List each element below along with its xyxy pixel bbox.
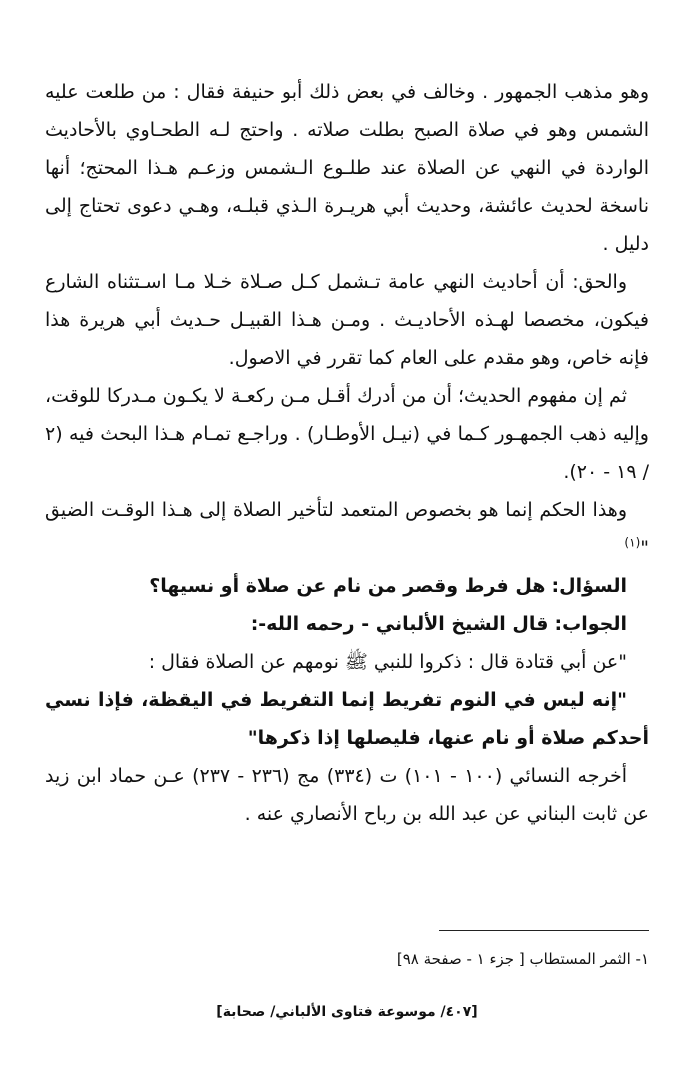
main-text (45, 73, 649, 833)
hukm-text: وهذا الحكم إنما هو بخصوص المتعمد لتأخير الصلاة إلى هـذا الوقـت الضيق " (45, 499, 649, 559)
paragraph-hukm (45, 491, 649, 567)
question-label: السؤال: (551, 575, 627, 597)
footnote: ١- الثمر المستطاب [ جزء ١ - صفحة ٩٨] (396, 950, 649, 968)
question-text: هل فرط وقصر من نام عن صلاة أو نسيها؟ (149, 575, 546, 597)
answer-line (45, 605, 649, 643)
page-footer: [٤٠٧/ موسوعة فتاوى الألباني/ صحابة] (216, 1004, 478, 1020)
answer-label: الجواب: (554, 613, 627, 635)
question-line (45, 567, 649, 605)
paragraph-madhhab: وهو مذهب الجمهور . وخالف في بعض ذلك أبو حنيفة فقال : من طلعت عليه الشمس وهو في صلاة الصبح بطلت صلاته . واحتج لـه الطحـاوي بالأحاديث الواردة في النهي عن الصلاة عند طلـوع الـشمس وزعـم هـذا المحتج؛ أنها ناسخة لحديث عائشة، وحديث أبي هريـرة الـذي قبلـه، وهـي دعوى تحتاج إلى دليل . (45, 81, 649, 255)
paragraph-haqq: والحق: أن أحاديث النهي عامة تـشمل كـل صـلاة خـلا مـا اسـتثناه الشارع فيكون، مخصصا لهـذه الأحاديـث . ومـن هـذا القبيـل حـديث أبي هريرة هذا فإنه خاص، وهو مقدم على العام كما تقرر في الاصول. (45, 271, 649, 369)
hadith-text: "إنه ليس في النوم تفريط إنما التفريط في اليقظة، فإذا نسي أحدكم صلاة أو نام عنها، فليصلها إذا ذكرها" (45, 689, 649, 749)
paragraph-mafhum: ثم إن مفهوم الحديث؛ أن من أدرك أقـل مـن ركعـة لا يكـون مـدركا للوقت، وإليه ذهب الجمهـور كـما في (نيـل الأوطـار) . وراجـع تمـام هـذا البحث فيه (٢ / ١٩ - ٢٠). (45, 385, 649, 483)
footnote-divider (439, 930, 649, 931)
answer-text: قال الشيخ الألباني - رحمه الله-: (250, 613, 549, 635)
takhrij-paragraph: أخرجه النسائي (١٠٠ - ١٠١) ت (٣٣٤) مج (٢٣٦ - ٢٣٧) عـن حماد ابن زيد عن ثابت البناني عن عبد الله بن رباح الأنصاري عنه . (45, 765, 649, 825)
footnote-reference[interactable]: (١) (624, 535, 641, 550)
hadith-intro: "عن أبي قتادة قال : ذكروا للنبي ﷺ نومهم عن الصلاة فقال : (148, 651, 627, 673)
